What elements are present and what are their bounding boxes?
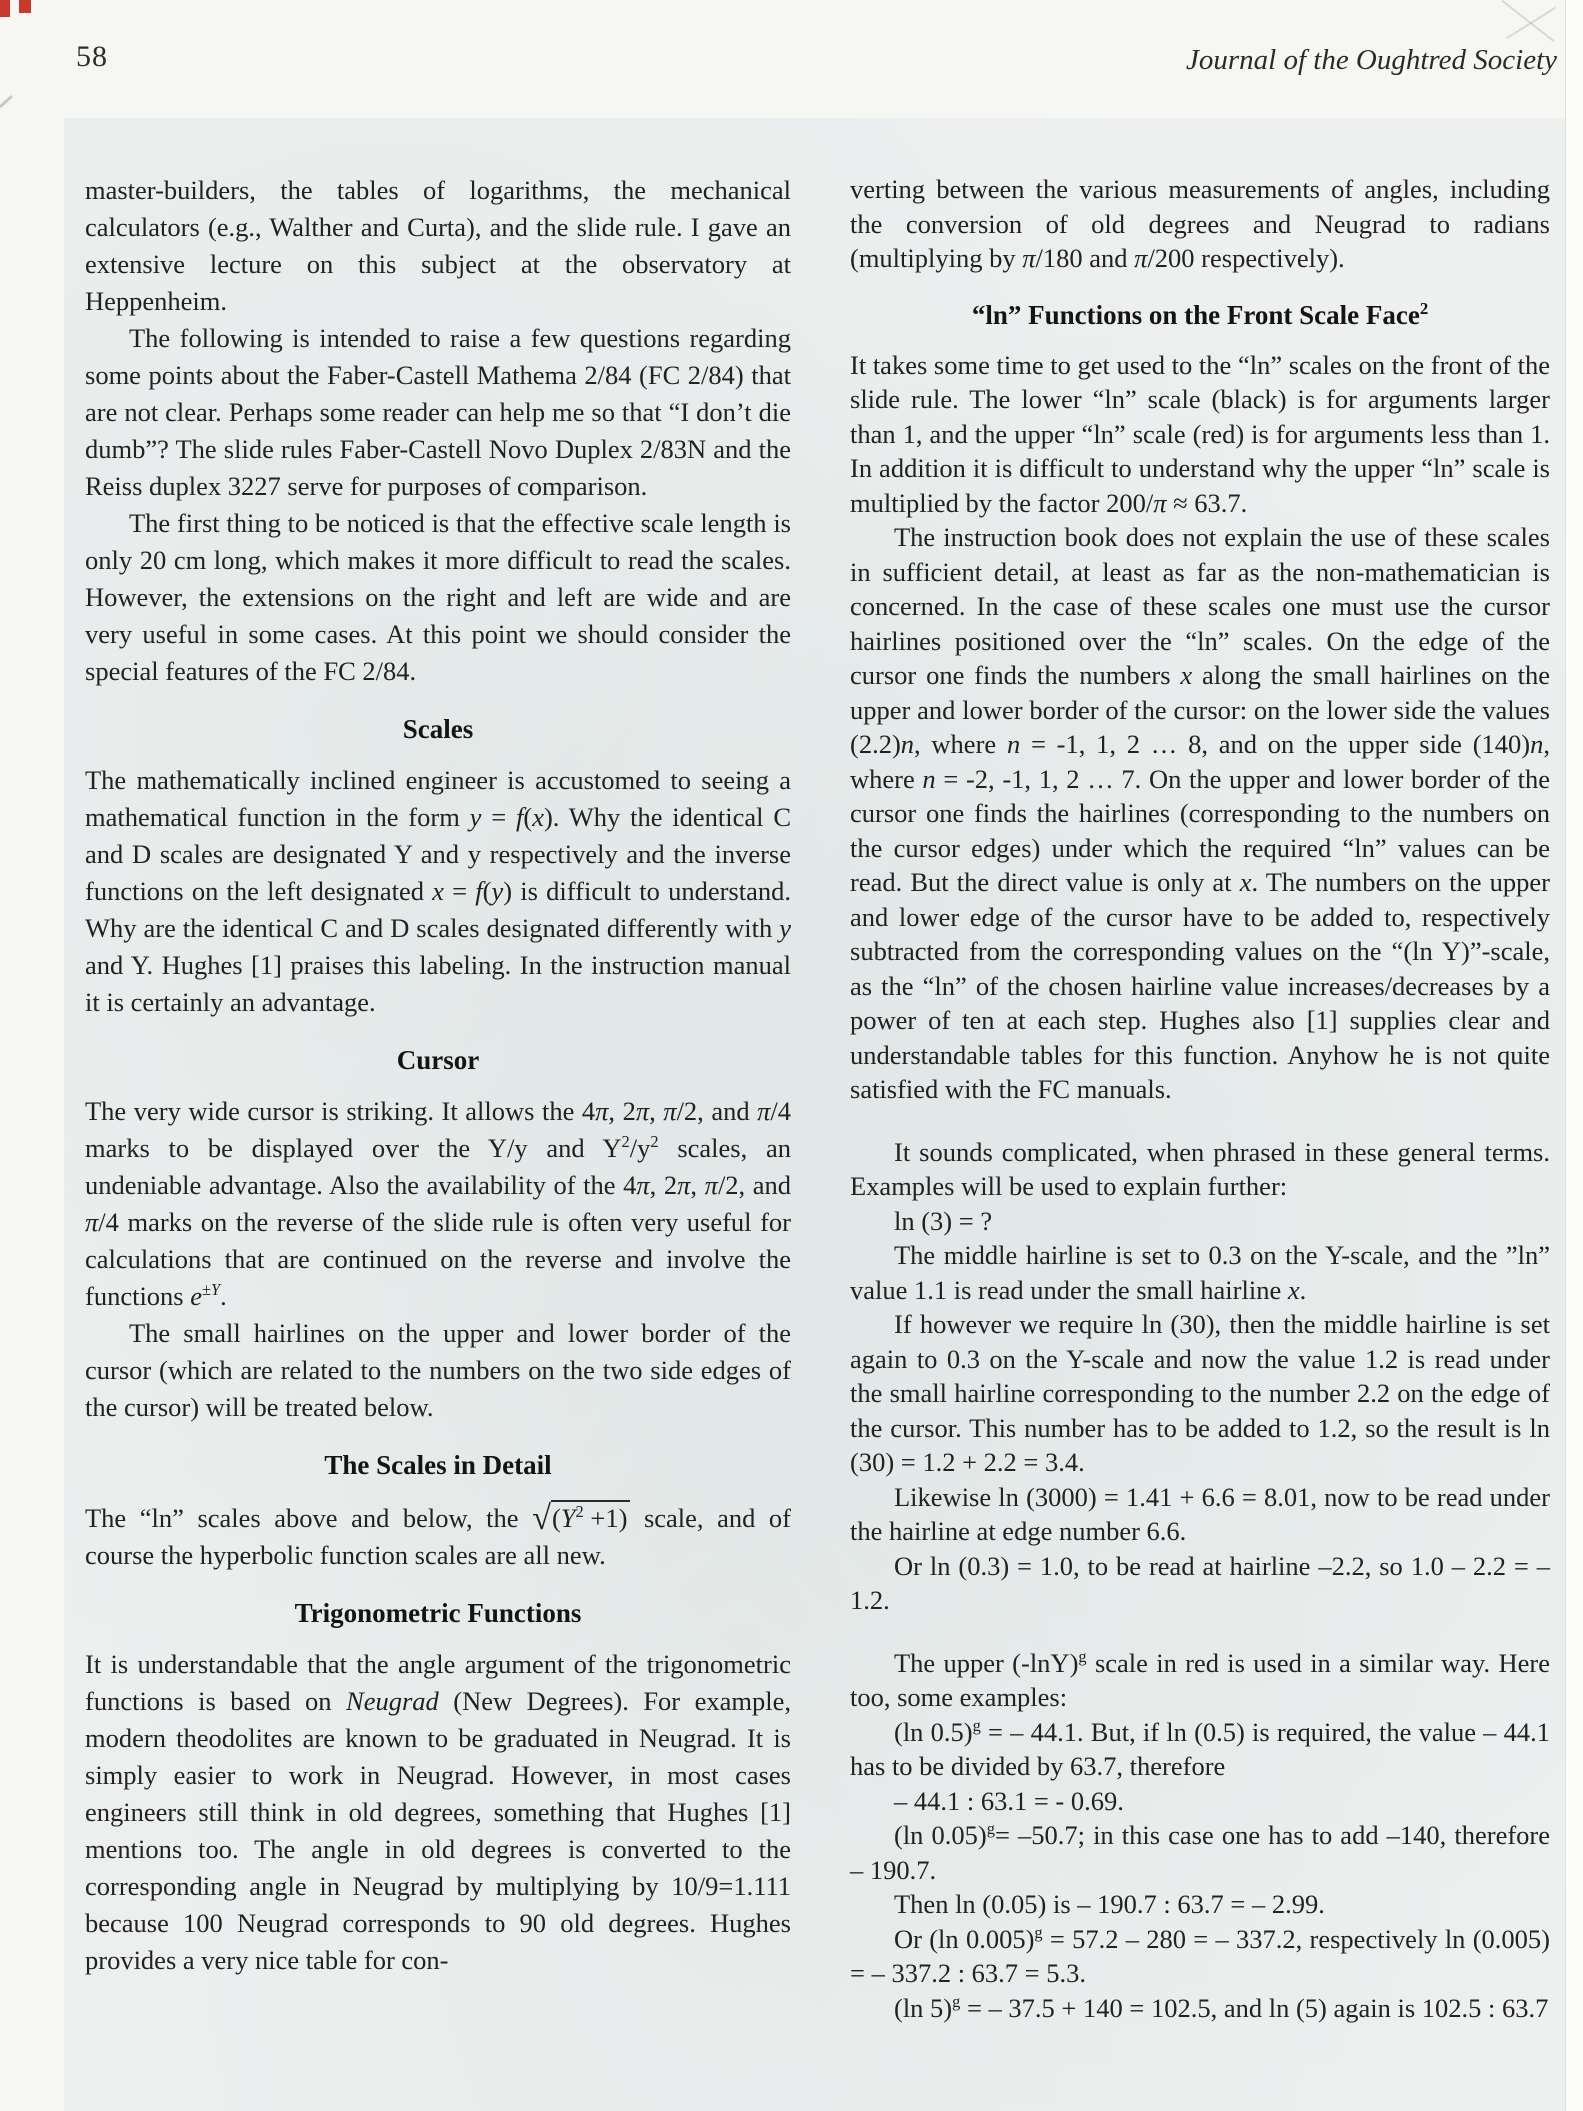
section-heading: “ln” Functions on the Front Scale Face$^2$ bbox=[971, 298, 1429, 330]
left-column bbox=[85, 172, 791, 1979]
scan-red-corner-mark bbox=[19, 0, 31, 13]
paragraph: Or ln (0.3) = 1.0, to be read at hairline –2.2, so 1.0 – 2.2 = –1.2. bbox=[850, 1550, 1550, 1615]
scan-red-corner-mark bbox=[0, 0, 10, 17]
right-column bbox=[850, 172, 1550, 2025]
paragraph: It is understandable that the angle argument of the trigonometric functions is based on Neugrad (New Degrees). For example, modern theodolites are known to be graduated in Neugrad. It is simply easier to work in Neugrad. However, in most cases engineers still think in old degrees, something that Hughes [1] mentions too. The angle in old degrees is converted to the corresponding angle in Neugrad by multiplying by 10/9=1.111 because 100 Neugrad corresponds to 90 old degrees. Hughes provides a very nice table for con- bbox=[85, 1649, 791, 1975]
paragraph: – 44.1 : 63.1 = - 0.69. bbox=[894, 1785, 1124, 1816]
paragraph: ln (3) = ? bbox=[894, 1205, 993, 1236]
paragraph: The “ln” scales above and below, the $√(Y^2 +1)$ scale, and of course the hyperbolic function scales are all new. bbox=[85, 1499, 791, 1570]
section-heading: Cursor bbox=[396, 1045, 480, 1075]
paragraph: verting between the various measurements of angles, including the conversion of old degrees and Neugrad to radians (multiplying by π/180 and π/200 respectively). bbox=[850, 174, 1550, 273]
scan-scratch-mark bbox=[0, 95, 13, 108]
paragraph: The following is intended to raise a few questions regarding some points about the Faber-Castell Mathema 2/84 (FC 2/84) that are not clear. Perhaps some reader can help me so that “I don’t die dumb”? The slide rules Faber-Castell Novo Duplex 2/83N and the Reiss duplex 3227 serve for purposes of comparison. bbox=[85, 323, 791, 501]
paragraph: Then ln (0.05) is – 190.7 : 63.7 = – 2.99. bbox=[894, 1889, 1325, 1919]
paragraph: (ln 0.05)$^g$= –50.7; in this case one has to add –140, therefore – 190.7. bbox=[850, 1819, 1551, 1885]
paragraph: The instruction book does not explain the use of these scales in sufficient detail, at least as far as the non-mathematician is concerned. In the case of these scales one must use the cursor hairlines positioned over the “ln” scales. On the edge of the cursor one finds the numbers x along the small hairlines on the upper and lower border of the cursor: on the lower side the values (2.2)n, where n = -1, 1, 2 … 8, and on the upper side (140)n, where n = -2, -1, 1, 2 … 7. On the upper and lower border of the cursor one finds the hairlines (corresponding to the numbers on the cursor edges) under which the required “ln” values can be read. But the direct value is only at x. The numbers on the upper and lower edge of the cursor have to be added to, respectively subtracted from the corresponding values on the “(ln Y)”-scale, as the “ln” of the chosen hairline value increases/decreases by a power of ten at each step. Hughes also [1] supplies clear and understandable tables for this function. Anyhow he is not quite satisfied with the FC manuals. bbox=[850, 522, 1550, 1104]
paragraph: The first thing to be noticed is that the effective scale length is only 20 cm long, which makes it more difficult to read the scales. However, the extensions on the right and left are wide and are very useful in some cases. At this point we should consider the special features of the FC 2/84. bbox=[85, 508, 791, 686]
paragraph: The small hairlines on the upper and lower border of the cursor (which are related to the numbers on the two side edges of the cursor) will be treated below. bbox=[85, 1318, 791, 1422]
paragraph: It takes some time to get used to the “ln” scales on the front of the slide rule. The lower “ln” scale (black) is for arguments larger than 1, and the upper “ln” scale (red) is for arguments less than 1. In addition it is difficult to understand why the upper “ln” scale is multiplied by the factor 200/π ≈ 63.7. bbox=[850, 349, 1550, 518]
section-heading: Trigonometric Functions bbox=[294, 1598, 582, 1628]
paragraph: The middle hairline is set to 0.3 on the Y-scale, and the ”ln” value 1.1 is read under the small hairline x. bbox=[850, 1240, 1550, 1305]
page-number: 58 bbox=[76, 40, 108, 73]
page-edge bbox=[1565, 0, 1583, 2111]
paragraph: Likewise ln (3000) = 1.41 + 6.6 = 8.01, now to be read under the hairline at edge number 6.6. bbox=[850, 1481, 1550, 1546]
paragraph: master-builders, the tables of logarithms, the mechanical calculators (e.g., Walther and Curta), and the slide rule. I gave an extensive lecture on this subject at the observatory at Heppenheim. bbox=[85, 175, 791, 316]
paragraph: (ln 0.5)$^g$ = – 44.1. But, if ln (0.5) is required, the value – 44.1 has to be divided by 63.7, therefore bbox=[850, 1715, 1551, 1781]
paragraph: The very wide cursor is striking. It allows the 4π, 2π, π/2, and π/4 marks to be displayed over the Y/y and $Y^2/y^2$ scales, an undeniable advantage. Also the availability of the 4π, 2π, π/2, and π/4 marks on the reverse of the slide rule is often very useful for calculations that are continued on the reverse and involve the functions $e^{\pm Y}$. bbox=[85, 1096, 792, 1311]
section-heading: Scales bbox=[402, 714, 474, 744]
section-heading: The Scales in Detail bbox=[324, 1450, 552, 1480]
paragraph: (ln 5)$^g$ = – 37.5 + 140 = 102.5, and ln (5) again is 102.5 : 63.7 bbox=[894, 1991, 1549, 2023]
paragraph: It sounds complicated, when phrased in these general terms. Examples will be used to explain further: bbox=[850, 1136, 1550, 1201]
paragraph: Or (ln 0.005)$^g$ = 57.2 – 280 = – 337.2, respectively ln (0.005) = – 337.2 : 63.7 = 5.3. bbox=[850, 1922, 1550, 1988]
paragraph: The mathematically inclined engineer is accustomed to seeing a mathematical function in the form y = f(x). Why the identical C and D scales are designated Y and y respectively and the inverse functions on the left designated x = f(y) is difficult to understand. Why are the identical C and D scales designated differently with y and Y. Hughes [1] praises this labeling. In the instruction manual it is certainly an advantage. bbox=[85, 765, 792, 1017]
paragraph: If however we require ln (30), then the middle hairline is set again to 0.3 on the Y-scale and now the value 1.2 is read under the small hairline corresponding to the number 2.2 on the edge of the cursor. This number has to be added to 1.2, so the result is ln (30) = 1.2 + 2.2 = 3.4. bbox=[850, 1309, 1550, 1477]
paragraph: The upper $(-\ln Y)^g$ scale in red is used in a similar way. Here too, some examples: bbox=[850, 1646, 1550, 1712]
journal-title: Journal of the Oughtred Society bbox=[1185, 44, 1557, 76]
